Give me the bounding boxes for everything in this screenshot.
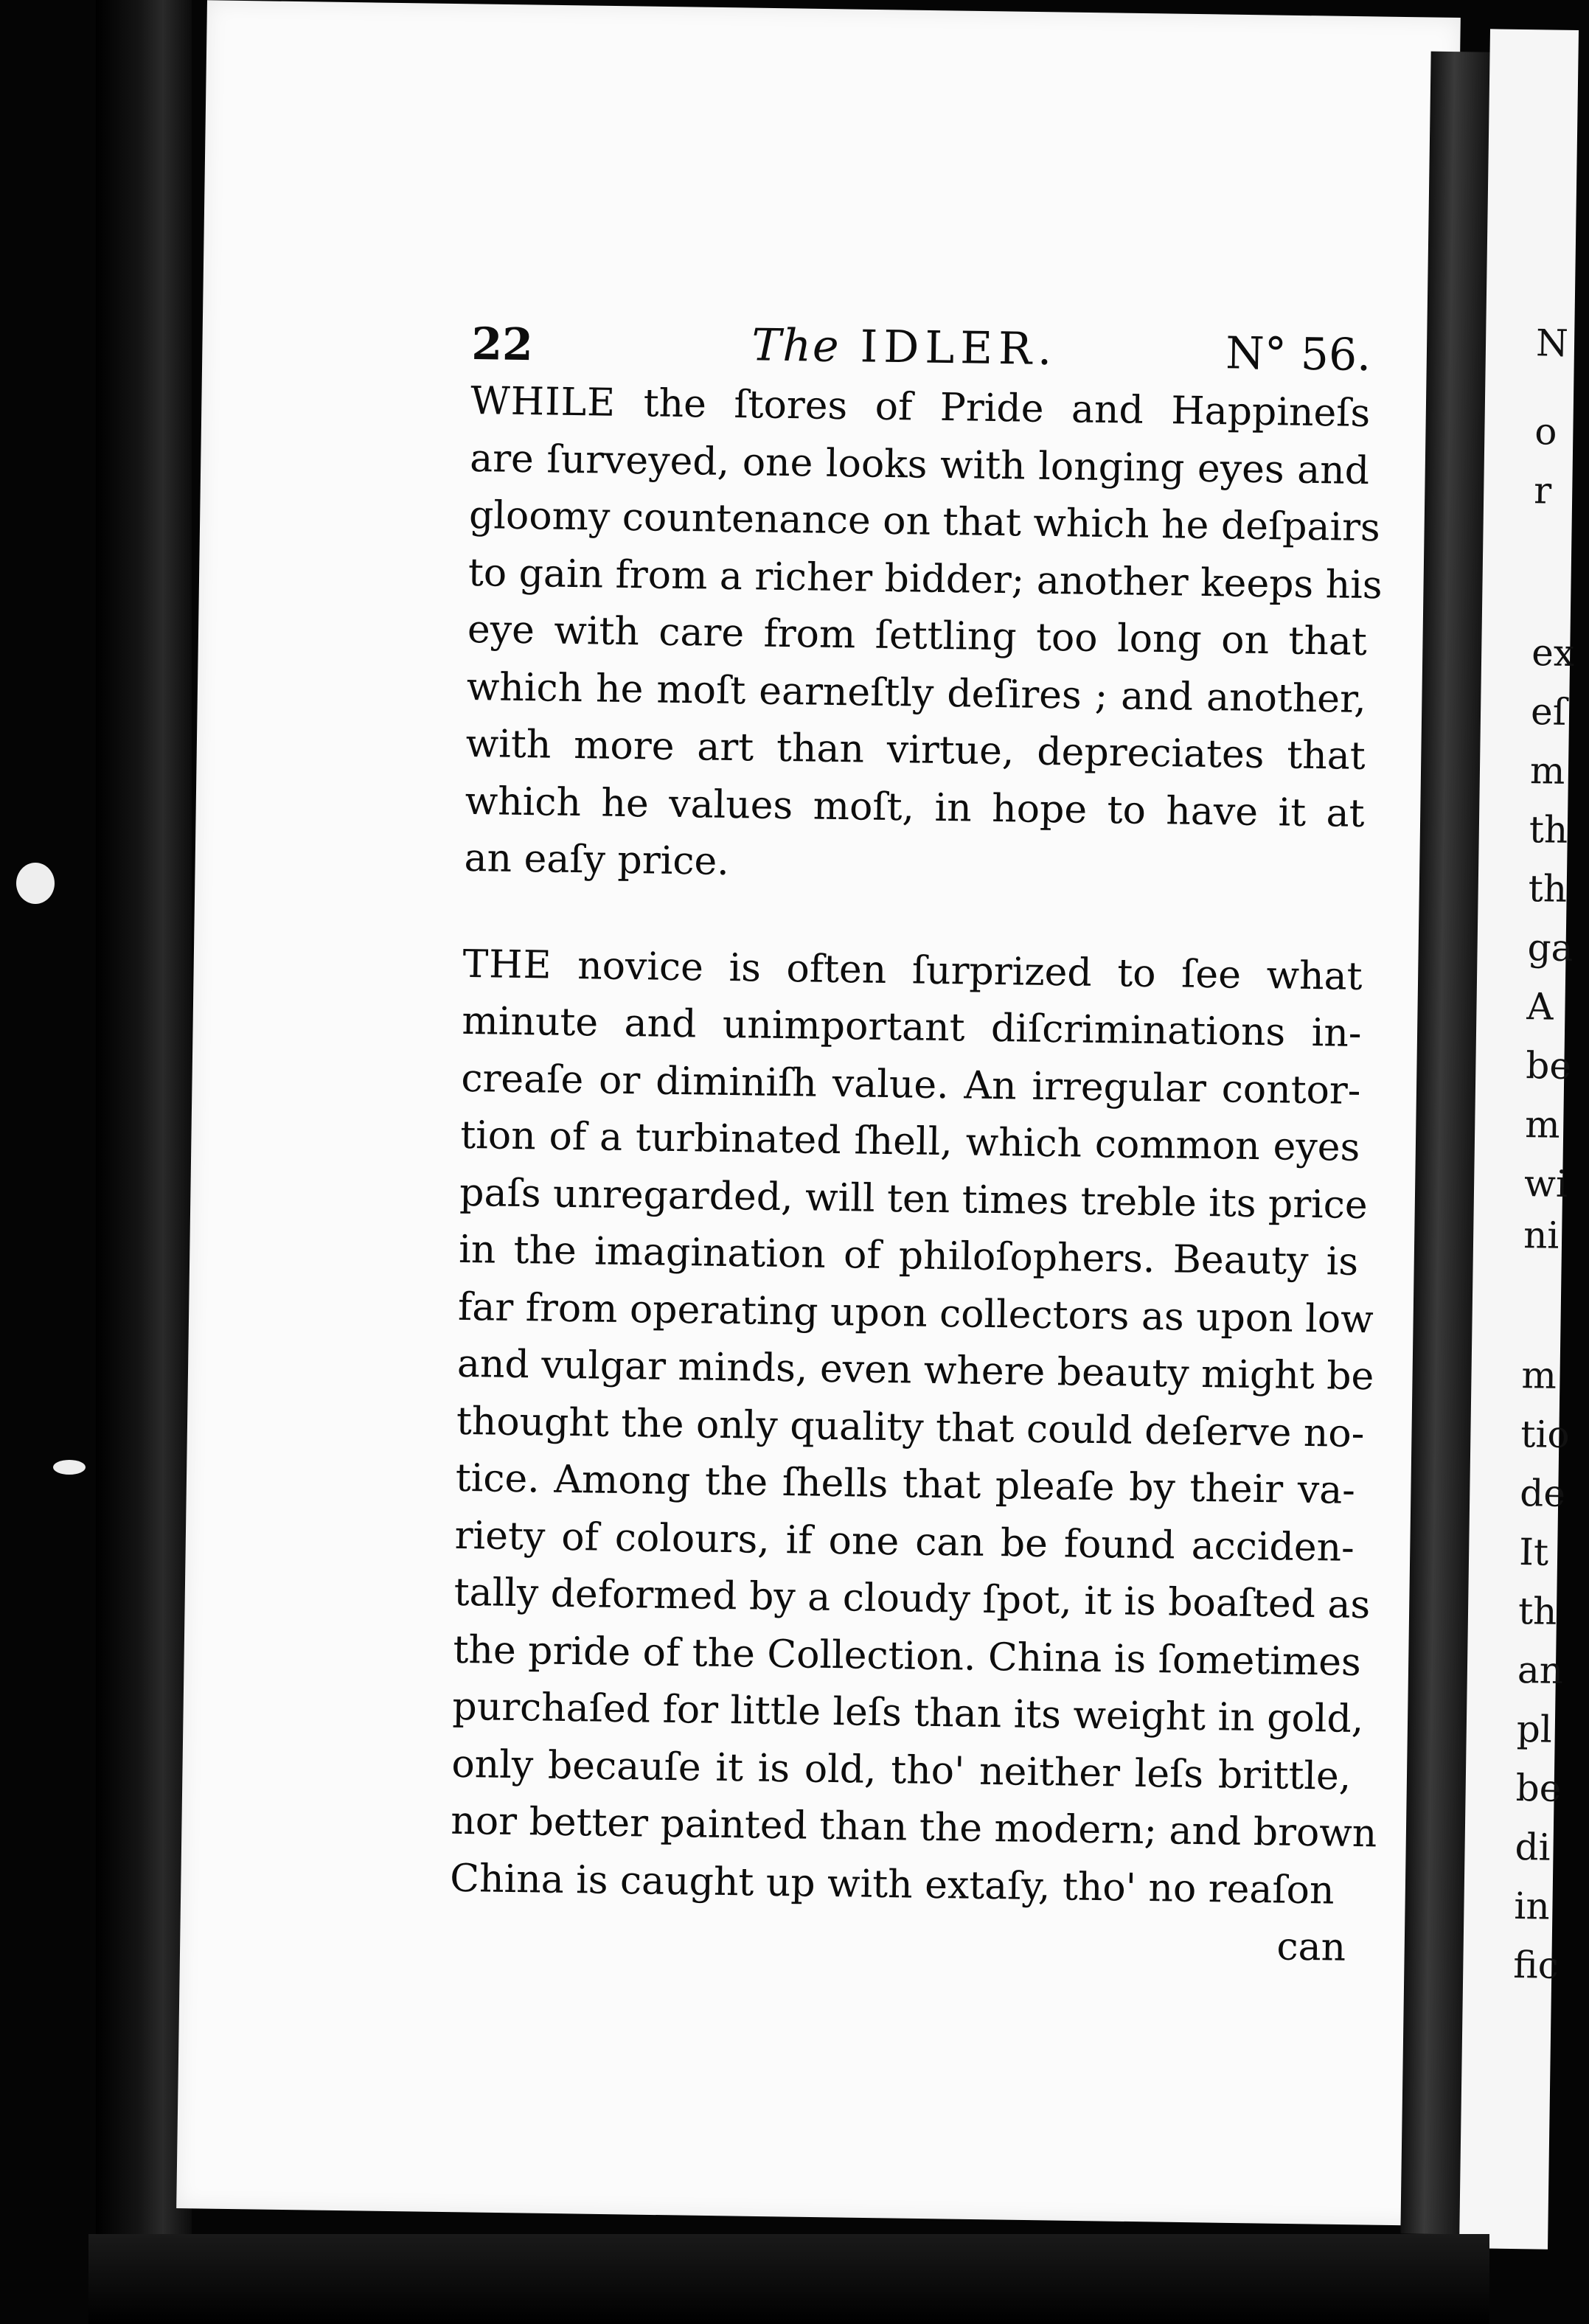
facing-page-fragment: o — [1534, 410, 1557, 453]
paragraph — [449, 936, 1377, 1919]
catchword: can — [1276, 1924, 1346, 1970]
facing-page-fragment: be — [1525, 1044, 1572, 1088]
facing-page-fragment: It — [1518, 1531, 1549, 1574]
paragraph-lead-word: THE — [462, 942, 553, 988]
text-line: creaſe or diminiſh value. An irregular contor- — [461, 1056, 1361, 1113]
facing-page-fragment: de — [1519, 1472, 1566, 1515]
body-text — [449, 373, 1383, 1920]
paragraph-lead-word: WHILE — [470, 378, 616, 425]
text-line: to gain from a richer bidder; another keeps his — [467, 550, 1383, 608]
text-line: with more art than virtue, depreciates that — [465, 721, 1366, 779]
scan-speck — [16, 863, 55, 904]
facing-page-fragment: an — [1517, 1649, 1564, 1692]
facing-page-fragment: m — [1529, 749, 1565, 793]
facing-page-fragment: fic — [1512, 1944, 1560, 1987]
text-line: are ſurveyed, one looks with longing eyes and — [469, 436, 1370, 493]
text-line: in the imagination of philoſophers. Beauty is — [458, 1227, 1359, 1284]
running-title-prefix: The — [751, 319, 841, 372]
facing-page-fragment: th — [1529, 808, 1568, 852]
text-block — [449, 310, 1383, 1970]
text-line: paſs unregarded, will ten times treble its price — [459, 1170, 1369, 1228]
text-line: an eaſy price. — [464, 835, 730, 884]
running-head — [471, 310, 1371, 381]
facing-page-fragment: A — [1526, 985, 1554, 1029]
text-line: which he values moſt, in hope to have it at — [465, 779, 1365, 836]
text-line: China is caught up with extaſy, tho' no reaſon — [449, 1856, 1335, 1913]
facing-page-fragment: tio — [1520, 1413, 1571, 1456]
facing-page-fragment: r — [1533, 469, 1552, 512]
text-line: thought the only quality that could deſerve no- — [456, 1399, 1365, 1456]
facing-page-fragment: be — [1515, 1767, 1562, 1810]
facing-page-fragment: m — [1521, 1354, 1557, 1397]
facing-page-fragment: m — [1524, 1103, 1561, 1147]
bottom-edge-shadow — [88, 2234, 1489, 2324]
text-line: eye with care from ſettling too long on that — [467, 607, 1368, 664]
facing-page-fragment: in — [1514, 1885, 1551, 1928]
running-title-main: IDLER. — [860, 321, 1058, 376]
text-line: riety of colours, if one can be found acciden- — [454, 1513, 1355, 1570]
scan-speck — [53, 1460, 86, 1475]
text-line: only becauſe it is old, tho' neither leſs brittle, — [451, 1742, 1352, 1799]
text-line: purchaſed for little leſs than its weight in gold, — [452, 1684, 1364, 1742]
paragraph — [464, 373, 1383, 900]
text-line: tally deformed by a cloudy ſpot, it is boaſted as — [453, 1570, 1371, 1628]
text-line: tice. Among the ſhells that pleaſe by their va- — [455, 1455, 1356, 1513]
issue-number: N° 56. — [1225, 327, 1371, 382]
facing-page-fragment: di — [1515, 1826, 1551, 1869]
facing-page-fragment: th — [1517, 1590, 1557, 1633]
text-line: and vulgar minds, even where beauty might be — [456, 1341, 1374, 1399]
text-line-rest: novice is often ſurprized to ſee what — [552, 943, 1363, 999]
text-line: tion of a turbinated ſhell, which common eyes — [459, 1113, 1360, 1170]
facing-page-fragment: ga — [1527, 926, 1574, 970]
facing-page-fragment: th — [1528, 867, 1568, 911]
facing-page-fragment: ni — [1523, 1214, 1560, 1257]
facing-page-fragment: eſ — [1530, 690, 1567, 734]
facing-page-fragment: ex — [1531, 631, 1575, 675]
text-line: gloomy countenance on that which he deſpairs — [468, 493, 1381, 551]
running-title — [751, 319, 1058, 375]
text-line: which he moſt earneſtly deſires ; and another, — [466, 664, 1367, 722]
text-line: the pride of the Collection. China is ſometimes — [453, 1627, 1362, 1685]
page-number: 22 — [470, 318, 534, 372]
text-line-rest: the ſtores of Pride and Happineſs — [615, 380, 1371, 436]
text-line: far from operating upon collectors as upon low — [457, 1284, 1374, 1342]
facing-page-fragment: N — [1535, 321, 1569, 365]
text-line: nor better painted than the modern; and brown — [450, 1798, 1377, 1857]
facing-page-fragment: wi — [1523, 1162, 1568, 1206]
binding-shadow-left — [96, 0, 192, 2271]
facing-page-fragment: pl — [1516, 1708, 1553, 1751]
text-line: minute and unimportant diſcriminations in- — [462, 998, 1362, 1056]
